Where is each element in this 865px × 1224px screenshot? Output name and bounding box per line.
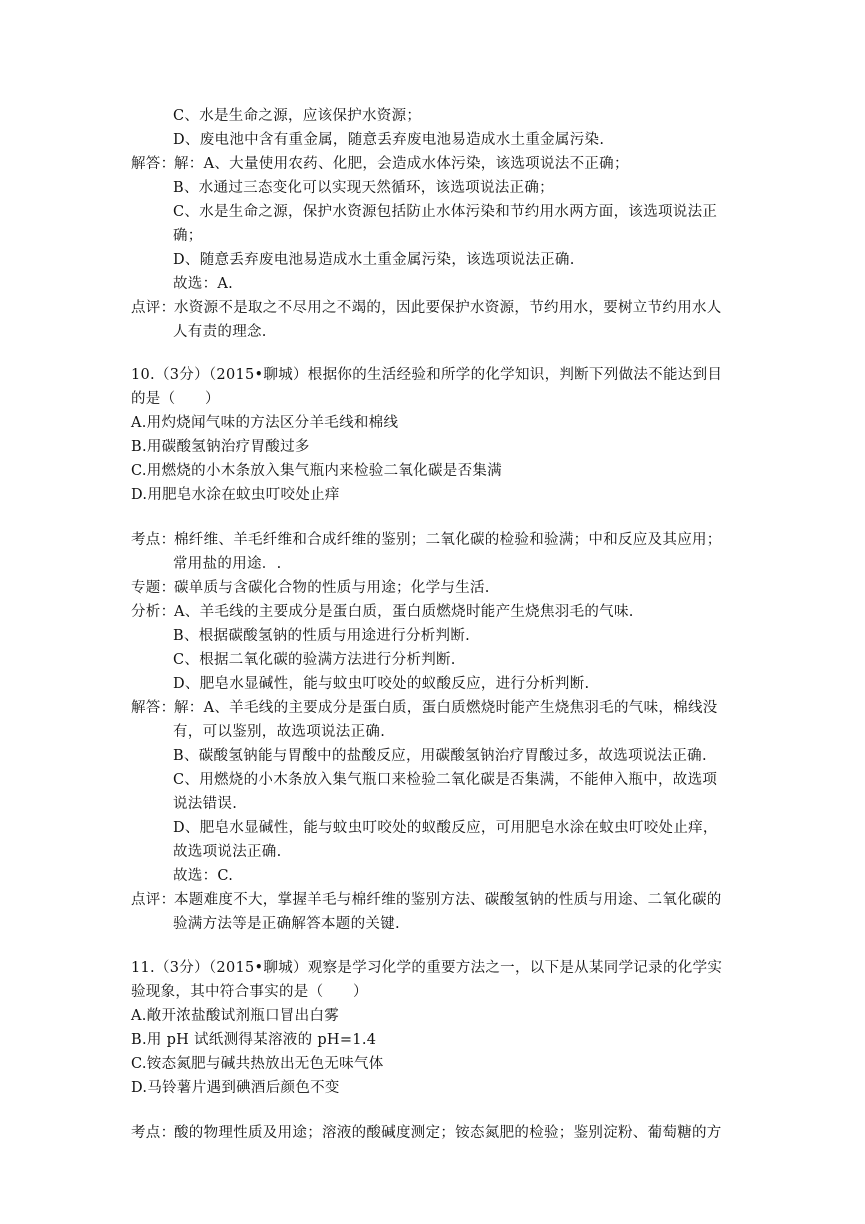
option-d-q10: D.用肥皂水涂在蚊虫叮咬处止痒 — [131, 487, 340, 503]
comment-line: 验满方法等是正确解答本题的关键. — [173, 916, 400, 932]
comment-line: 人有责的理念. — [173, 324, 267, 340]
question-11-stem-cont: 验现象，其中符合事实的是（ ） — [131, 984, 368, 1000]
option-b-q11: B.用 pH 试纸测得某溶液的 pH=1.4 — [131, 1032, 377, 1048]
kaodian-line: 常用盐的用途．. — [173, 556, 282, 572]
kaodian-line: 棉纤维、羊毛纤维和合成纤维的鉴别；二氧化碳的检验和验满；中和反应及其应用； — [174, 532, 722, 548]
answer-line: 故选：A. — [173, 276, 234, 292]
fenxi-line: D、肥皂水显碱性，能与蚊虫叮咬处的蚁酸反应，进行分析判断. — [173, 676, 590, 692]
answer-line: B、碳酸氢钠能与胃酸中的盐酸反应，用碳酸氢钠治疗胃酸过多，故选项说法正确. — [173, 748, 707, 764]
answer-line: C、水是生命之源，保护水资源包括防止水体污染和节约用水两方面，该选项说法正 — [173, 204, 718, 220]
option-c-q11: C.铵态氮肥与碱共热放出无色无味气体 — [131, 1056, 384, 1072]
fenxi-line: A、羊毛线的主要成分是蛋白质，蛋白质燃烧时能产生烧焦羽毛的气味. — [174, 604, 634, 620]
option-d-q9: D、废电池中含有重金属，随意丢弃废电池易造成水土重金属污染. — [173, 132, 605, 148]
option-a-q11: A.敞开浓盐酸试剂瓶口冒出白雾 — [131, 1008, 340, 1024]
comment-label-q10: 点评： — [131, 892, 176, 908]
answer-label-q10: 解答： — [131, 700, 176, 716]
option-b-q10: B.用碳酸氢钠治疗胃酸过多 — [131, 439, 310, 455]
question-10-stem-cont: 的是（ ） — [131, 391, 220, 407]
kaodian-label-q10: 考点： — [131, 532, 176, 548]
fenxi-line: B、根据碳酸氢钠的性质与用途进行分析判断. — [173, 628, 471, 644]
answer-line: 说法错误. — [173, 796, 238, 812]
answer-line: D、肥皂水显碱性，能与蚊虫叮咬处的蚁酸反应，可用肥皂水涂在蚊虫叮咬处止痒， — [173, 820, 718, 836]
answer-line: 有，可以鉴别，故选项说法正确. — [173, 724, 386, 740]
answer-line: 故选项说法正确. — [173, 844, 282, 860]
zhuanti-label-q10: 专题： — [131, 580, 176, 596]
option-c-q9: C、水是生命之源，应该保护水资源； — [173, 108, 422, 124]
answer-line: B、水通过三态变化可以实现天然循环，该选项说法正确； — [173, 180, 554, 196]
answer-line: 解：A、羊毛线的主要成分是蛋白质，蛋白质燃烧时能产生烧焦羽毛的气味，棉线没 — [174, 700, 718, 716]
answer-line: D、随意丢弃废电池易造成水土重金属污染，该选项说法正确. — [173, 252, 575, 268]
option-c-q10: C.用燃烧的小木条放入集气瓶内来检验二氧化碳是否集满 — [131, 463, 502, 479]
zhuanti-line: 碳单质与含碳化合物的性质与用途；化学与生活. — [174, 580, 490, 596]
answer-label-q9: 解答： — [131, 156, 176, 172]
answer-line: C、用燃烧的小木条放入集气瓶口来检验二氧化碳是否集满，不能伸入瓶中，故选项 — [173, 772, 718, 788]
kaodian-line: 酸的物理性质及用途；溶液的酸碱度测定；铵态氮肥的检验；鉴别淀粉、葡萄糖的方 — [174, 1125, 722, 1141]
question-11-stem: 11.（3分）（2015•聊城）观察是学习化学的重要方法之一，以下是从某同学记录的化学实 — [131, 960, 723, 976]
option-a-q10: A.用灼烧闻气味的方法区分羊毛线和棉线 — [131, 415, 399, 431]
answer-line: 解：A、大量使用农药、化肥，会造成水体污染，该选项说法不正确； — [174, 156, 629, 172]
answer-line: 确； — [173, 228, 203, 244]
answer-line: 故选：C. — [173, 868, 234, 884]
option-d-q11: D.马铃薯片遇到碘酒后颜色不变 — [131, 1080, 340, 1096]
comment-line: 本题难度不大，掌握羊毛与棉纤维的鉴别方法、碳酸氢钠的性质与用途、二氧化碳的 — [174, 892, 722, 908]
kaodian-label-q11: 考点： — [131, 1125, 176, 1141]
comment-label-q9: 点评： — [131, 300, 176, 316]
comment-line: 水资源不是取之不尽用之不竭的，因此要保护水资源，节约用水，要树立节约用水人 — [174, 300, 722, 316]
fenxi-label-q10: 分析： — [131, 604, 176, 620]
question-10-stem: 10.（3分）（2015•聊城）根据你的生活经验和所学的化学知识，判断下列做法不能达到目 — [131, 367, 723, 383]
fenxi-line: C、根据二氧化碳的验满方法进行分析判断. — [173, 652, 456, 668]
